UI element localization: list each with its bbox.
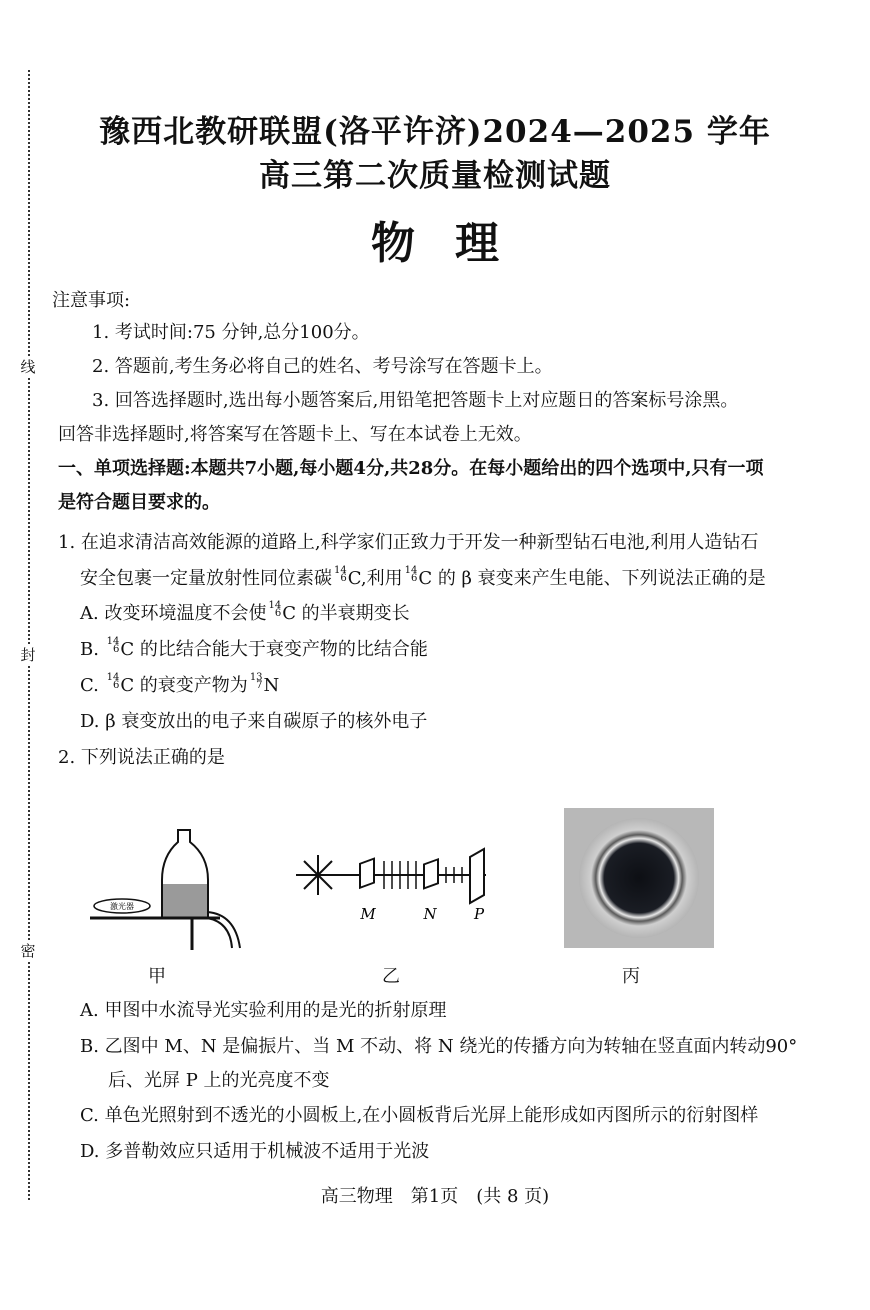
q1-option-d: D. β 衰变放出的电子来自碳原子的核外电子 — [80, 711, 428, 732]
screen-p-label: P — [473, 905, 485, 923]
figure-bing-diffraction-pattern — [564, 808, 714, 948]
q2-stem: 2. 下列说法正确的是 — [58, 747, 225, 768]
figure-label-yi: 乙 — [382, 966, 400, 987]
q1-option-c: C. 14 6 C 的衰变产物为 13 7 N — [80, 672, 280, 696]
nuclide-c14: 14 6 — [334, 565, 347, 584]
page-footer: 高三物理 第1页 (共 8 页) — [320, 1186, 550, 1207]
q1-stem-cont: 安全包裹一定量放射性同位素碳 14 6 C,利用 14 6 C 的 β 衰变来产生电能、下列说法正确的是 — [80, 565, 766, 589]
nuclide-c14: 14 6 — [404, 565, 418, 584]
q2-option-b: B. 乙图中 M、N 是偏振片、当 M 不动、将 N 绕光的传播方向为转轴在竖直面内转动90° — [80, 1036, 798, 1057]
note-item-1: 1. 考试时间:75 分钟,总分100分。 — [92, 322, 370, 343]
polarizer-n-label: N — [423, 905, 437, 923]
exam-title-line1: 豫西北教研联盟(洛平许济)2024—2025 学年 — [99, 114, 771, 150]
figure-jia-water-light-guide — [80, 828, 250, 953]
q2-option-c: C. 单色光照射到不透光的小圆板上,在小圆板背后光屏上能形成如丙图所示的衍射图样 — [80, 1105, 759, 1126]
q1-stem: 1. 在追求清洁高效能源的道路上,科学家们正致力于开发一种新型钻石电池,利用人造钻石 — [58, 532, 759, 553]
figure-label-bing: 丙 — [622, 966, 640, 987]
note-item-3-cont: 回答非选择题时,将答案写在答题卡上、写在本试卷上无效。 — [58, 424, 532, 445]
binding-char-xian: 线 — [17, 356, 39, 378]
nuclide-n13: 13 7 — [249, 672, 263, 691]
laser-label: 激光器 — [110, 902, 134, 911]
figure-label-jia: 甲 — [148, 966, 166, 987]
figure-yi-polarizers — [296, 845, 496, 925]
q2-option-a: A. 甲图中水流导光实验利用的是光的折射原理 — [80, 1000, 447, 1021]
q1-option-b: B. 14 6 C 的比结合能大于衰变产物的比结合能 — [80, 636, 428, 660]
section-heading: 一、单项选择题:本题共7小题,每小题4分,共28分。在每小题给出的四个选项中,只有一项 — [58, 458, 764, 479]
section-heading-cont: 是符合题目要求的。 — [58, 492, 220, 513]
binding-char-feng: 封 — [17, 644, 39, 666]
note-item-3: 3. 回答选择题时,选出每小题答案后,用铅笔把答题卡上对应题日的答案标号涂黑。 — [92, 390, 739, 411]
subject-title: 物理 — [371, 218, 539, 269]
polarizer-m-label: M — [360, 905, 376, 923]
nuclide-c14: 14 6 — [106, 672, 120, 691]
note-item-2: 2. 答题前,考生务必将自己的姓名、考号涂写在答题卡上。 — [92, 356, 553, 377]
nuclide-c14: 14 6 — [106, 636, 120, 655]
q2-option-d: D. 多普勒效应只适用于机械波不适用于光波 — [80, 1141, 430, 1162]
q2-option-b-cont: 后、光屏 P 上的光亮度不变 — [108, 1070, 330, 1091]
exam-title-line2: 高三第二次质量检测试题 — [259, 158, 611, 194]
q1-option-a: A. 改变环境温度不会使 14 6 C 的半衰期变长 — [80, 600, 410, 624]
binding-char-mi: 密 — [17, 940, 39, 962]
notes-heading: 注意事项: — [52, 290, 131, 311]
nuclide-c14: 14 6 — [268, 600, 282, 619]
